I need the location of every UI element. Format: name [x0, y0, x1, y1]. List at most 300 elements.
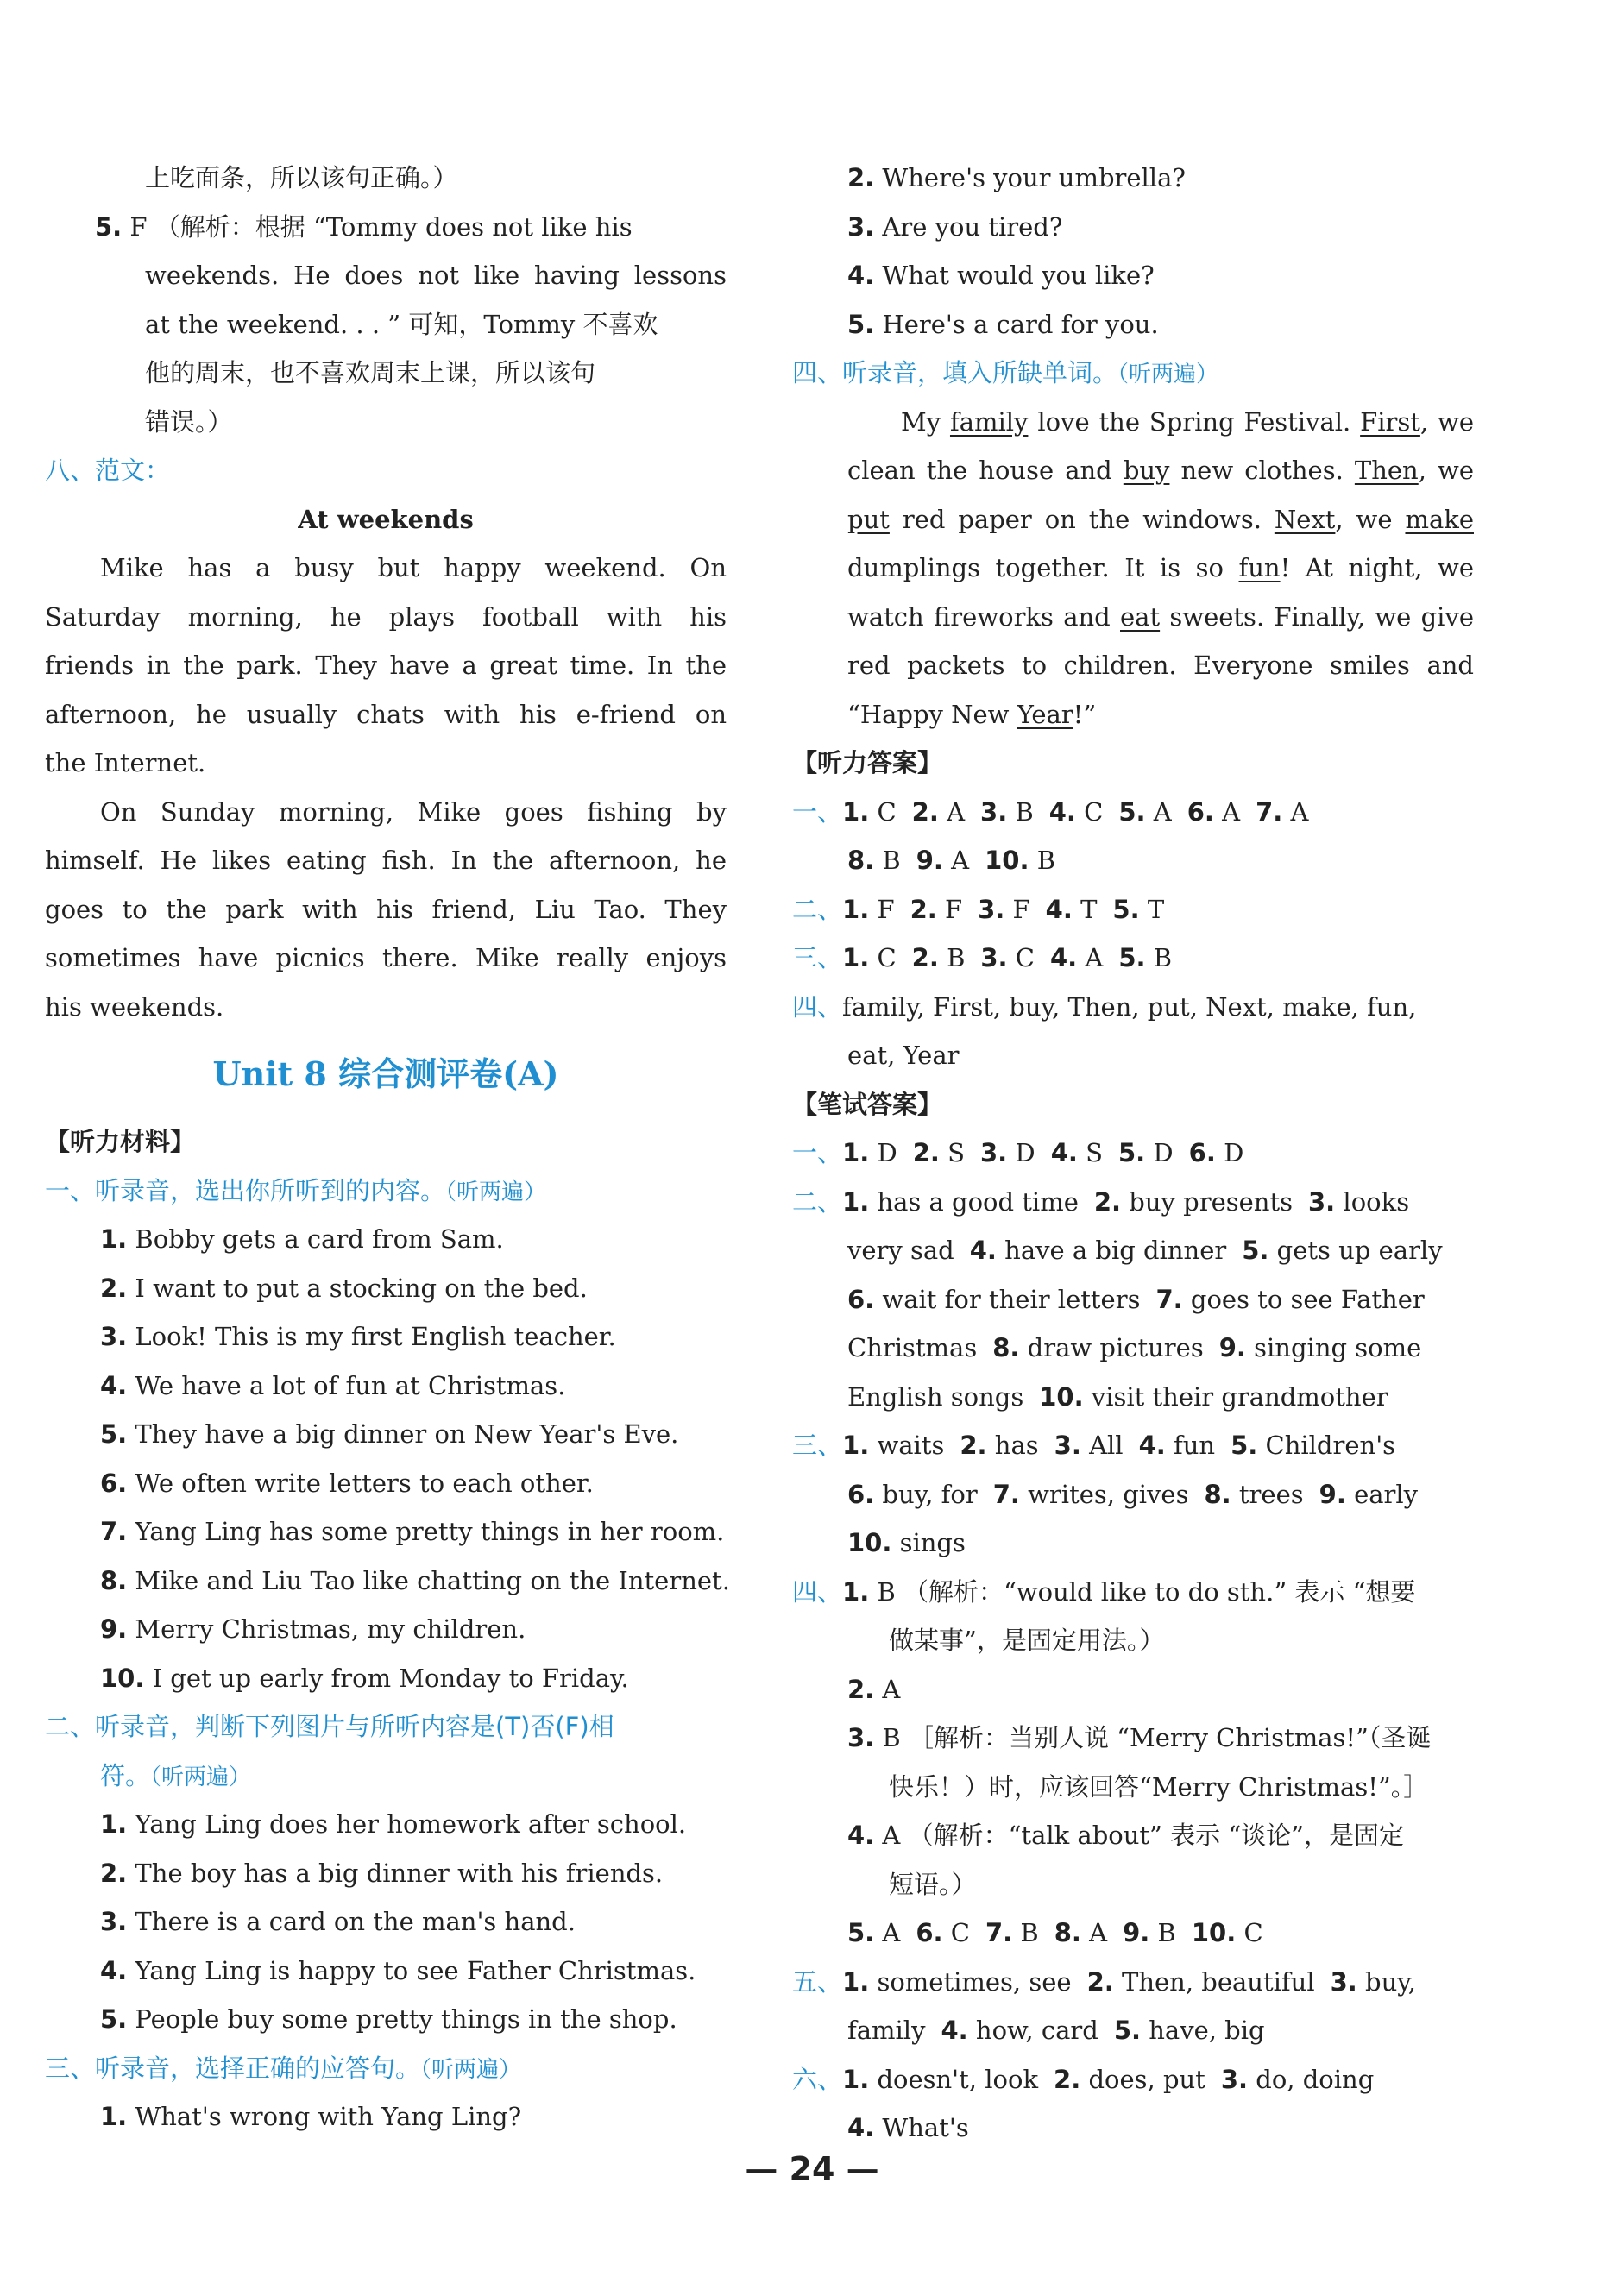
item-number: 6. [847, 1479, 875, 1509]
item-text: People buy some pretty things in the shop. [135, 2004, 677, 2034]
item-number: 3. [978, 894, 1005, 924]
item-text: Look! This is my first English teacher. [135, 1322, 616, 1351]
item-number: 1. [100, 2102, 128, 2131]
unit-title: Unit 8 综合测评卷(A) [212, 1054, 559, 1093]
answer-value: B ［解析：当别人说 “Merry Christmas!”（圣诞 [882, 1723, 1432, 1752]
answer-row: 做某事”，是固定用法。） [889, 1626, 1165, 1655]
answer-row [792, 1373, 1474, 1422]
answer-value: F [877, 894, 895, 924]
answer-value: A [1222, 796, 1241, 827]
item-number: 5. [1231, 1431, 1258, 1460]
answer-value: looks [1343, 1186, 1410, 1217]
item-number: 5. [847, 1918, 875, 1947]
answer-row [792, 1811, 1474, 1860]
blank-answer: Then [1354, 456, 1419, 485]
item-number: 9. [1123, 1918, 1150, 1947]
answer-value: A （解析：“talk about” 表示 “谈论”，是固定 [882, 1821, 1404, 1850]
answer-value: S [947, 1138, 965, 1167]
list-item [45, 2092, 727, 2142]
item-number: 10. [847, 1528, 892, 1557]
item-text: There is a card on the man's hand. [135, 1907, 576, 1936]
answer-value: have, big [1149, 2016, 1265, 2045]
answer-line: 错误。） [145, 406, 233, 437]
answer-line: at the weekend. . . ” 可知，Tommy 不喜欢 [145, 309, 658, 339]
item-text: They have a big dinner on New Year's Eve. [135, 1419, 679, 1449]
answer-value: family [847, 2016, 926, 2045]
item-number: 6. [1187, 796, 1214, 827]
essay-line: his weekends. [45, 991, 224, 1022]
answer-row [792, 2006, 1474, 2055]
passage-text: clean the house and [847, 456, 1124, 485]
section-title: 符。 [100, 1760, 151, 1790]
answer-value: B [1153, 943, 1173, 972]
item-number: 5. [95, 211, 123, 242]
answer-row [792, 1958, 1474, 2007]
answer-row [792, 1178, 1474, 1227]
written-answers-heading: 【笔试答案】 [792, 1089, 943, 1119]
answer-value: writes, gives [1028, 1479, 1189, 1509]
right-column [792, 154, 1474, 2153]
answer-line: 他的周末，也不喜欢周末上课，所以该句 [145, 358, 596, 387]
answer-value: B [882, 846, 901, 875]
list-item [45, 1459, 727, 1508]
item-number: 4. [1048, 796, 1076, 827]
answer-row [792, 1275, 1474, 1324]
item-number: 5. [1113, 2016, 1142, 2045]
answer-value: B [1157, 1918, 1176, 1947]
answer-row [792, 1226, 1474, 1275]
list-item [792, 154, 1474, 203]
passage-text: love the Spring Festival. [1028, 406, 1361, 437]
list-item [45, 1410, 727, 1459]
answer-value: A [1153, 796, 1172, 827]
item-number: 4. [1045, 894, 1073, 924]
item-number: 4. [847, 261, 875, 290]
item-number: 4. [847, 2113, 875, 2142]
passage-text: , we [1419, 406, 1475, 437]
listen-twice-note: （听两遍） [1117, 362, 1219, 387]
item-text: Are you tired? [882, 211, 1063, 242]
item-number: 4. [941, 2016, 968, 2045]
answer-value: A [1290, 796, 1309, 827]
item-number: 3. [847, 211, 875, 242]
answer-row [792, 934, 1474, 983]
item-number: 3. [1330, 1966, 1357, 1997]
blank-answer: eat [1120, 601, 1161, 632]
passage-line [792, 544, 1474, 593]
item-number: 7. [1256, 796, 1283, 827]
essay-line: the Internet. [45, 748, 206, 777]
list-item [45, 1557, 730, 1606]
item-number: 10. [100, 1663, 145, 1693]
list-item [45, 1800, 727, 1849]
answer-value: B [1036, 846, 1056, 875]
item-number: 2. [912, 1138, 940, 1167]
item-number: 2. [847, 163, 875, 192]
listening-material-heading: 【听力材料】 [45, 1127, 196, 1156]
passage-line [792, 398, 1474, 447]
item-text: Bobby gets a card from Sam. [135, 1224, 504, 1254]
passage-text: , we [1418, 456, 1474, 485]
essay-line: Saturday morning, he plays football with his [45, 601, 727, 632]
answer-value: wait for their letters [882, 1284, 1141, 1314]
answer-row [792, 1568, 1474, 1617]
essay-line: friends in the park. They have a great time. In the [45, 651, 727, 680]
answer-value: F [944, 894, 963, 924]
item-text: Mike and Liu Tao like chatting on the Internet. [135, 1565, 730, 1595]
answer-row [792, 983, 1474, 1032]
item-number: 7. [100, 1517, 128, 1546]
list-item [45, 1215, 727, 1264]
blank-answer: buy [1123, 456, 1170, 485]
answer-value: A [882, 1674, 901, 1704]
answer-value: S [1086, 1138, 1103, 1167]
section-title: 一、听录音，选出你所听到的内容。 [45, 1175, 446, 1205]
answer-value: sometimes, see [877, 1966, 1072, 1997]
blank-answer: Next [1274, 504, 1336, 534]
item-number: 3. [1308, 1186, 1336, 1217]
item-number: 1. [842, 1431, 870, 1460]
answer-value: visit their grandmother [1091, 1381, 1388, 1412]
answer-label: 三、 [792, 1431, 843, 1460]
answer-label: 一、 [792, 796, 843, 827]
answer-row [792, 788, 1474, 837]
item-text: Yang Ling is happy to see Father Christmas. [135, 1955, 696, 1985]
answer-value: A [1089, 1918, 1108, 1947]
answer-value: draw pictures [1027, 1333, 1204, 1362]
answer-value: D [1153, 1138, 1174, 1167]
answer-value: T [1147, 894, 1165, 924]
passage-text: My [901, 406, 950, 437]
item-number: 8. [100, 1565, 128, 1595]
section-heading-4 [792, 349, 1474, 398]
answer-value: does, put [1088, 2064, 1205, 2094]
item-number: 9. [100, 1614, 128, 1644]
answer-value: A [951, 846, 970, 875]
passage-text: watch fireworks and [847, 601, 1120, 632]
item-text: I want to put a stocking on the bed. [135, 1273, 588, 1303]
passage-text: , we [1335, 504, 1406, 534]
answer-value: waits [877, 1431, 945, 1460]
answer-row [792, 1421, 1474, 1470]
item-number: 7. [1155, 1284, 1183, 1314]
answer-line: 上吃面条，所以该句正确。） [145, 163, 458, 192]
answer-row [792, 1129, 1474, 1178]
answer-value: A [1085, 943, 1104, 972]
item-number: 5. [1112, 894, 1140, 924]
essay-line: afternoon, he usually chats with his e-friend on [45, 699, 727, 729]
list-item [45, 1654, 727, 1703]
item-number: 2. [1086, 1966, 1114, 1997]
answer-label: 四、 [792, 991, 843, 1022]
answer-row: 短语。） [889, 1869, 977, 1899]
item-number: 8. [847, 846, 875, 875]
answer-value: C [1243, 1918, 1263, 1947]
passage-text: sweets. Finally, we give [1160, 601, 1474, 632]
item-text: Here's a card for you. [882, 309, 1159, 339]
answer-value: goes to see Father [1190, 1284, 1425, 1314]
answer-value: C [877, 796, 897, 827]
passage-text: new clothes. [1169, 456, 1355, 485]
list-item [45, 1897, 727, 1947]
answer-value: buy presents [1129, 1186, 1293, 1217]
answer-value: buy, for [882, 1479, 978, 1509]
item-number: 3. [1220, 2064, 1249, 2094]
item-number: 8. [992, 1333, 1020, 1362]
answer-value: What's [882, 2113, 969, 2142]
answer-value: buy, [1365, 1966, 1417, 1997]
passage-line [792, 495, 1474, 544]
item-number: 8. [1054, 1918, 1081, 1947]
item-number: 10. [1039, 1381, 1084, 1412]
item-number: 1. [842, 796, 870, 827]
answer-value: C [1015, 943, 1035, 972]
answer-row [792, 2055, 1474, 2104]
answer-value: All [1089, 1431, 1124, 1460]
blank-answer: Year [1017, 699, 1073, 729]
item-number: 4. [847, 1821, 875, 1850]
item-number: 2. [911, 796, 939, 827]
answer-value: very sad [847, 1236, 954, 1265]
blank-answer: make [1405, 504, 1474, 534]
item-number: 3. [980, 1138, 1008, 1167]
answer-value: C [877, 943, 897, 972]
passage-text: dumplings together. It is so [847, 553, 1239, 582]
item-number: 5. [1242, 1236, 1269, 1265]
passage-text: ! At night, we [1280, 553, 1474, 582]
answer-value: Christmas [847, 1333, 978, 1362]
item-number: 8. [1204, 1479, 1231, 1509]
item-number: 2. [960, 1431, 987, 1460]
passage-line: red packets to children. Everyone smiles and [847, 651, 1474, 680]
listen-twice-note: （听两遍） [420, 2056, 522, 2083]
answer-value: B [1015, 796, 1034, 827]
answer-label: 三、 [792, 943, 843, 972]
list-item [45, 1605, 727, 1654]
answer-row [792, 2104, 1474, 2153]
listen-twice-note: （听两遍） [445, 1179, 547, 1205]
answer-value: C [1084, 796, 1104, 827]
item-number: 1. [842, 1186, 870, 1217]
answer-value: B [947, 943, 966, 972]
item-number: 1. [842, 1966, 870, 1997]
blank-answer: put [847, 504, 890, 534]
item-number: 4. [1138, 1431, 1166, 1460]
list-item [45, 1264, 727, 1313]
list-item [45, 1995, 727, 2044]
item-number: 10. [985, 846, 1029, 875]
essay-line: himself. He likes eating fish. In the afternoon, he [45, 846, 727, 875]
item-text: What's wrong with Yang Ling? [135, 2102, 522, 2131]
item-number: 3. [847, 1723, 875, 1752]
essay-line: goes to the park with his friend, Liu Tao. They [45, 894, 727, 924]
answer-value: A [882, 1918, 901, 1947]
item-number: 9. [916, 846, 943, 875]
answer-value: C [950, 1918, 970, 1947]
item-number: 3. [980, 943, 1008, 972]
essay-title: At weekends [298, 504, 474, 534]
answer-value: A [947, 796, 966, 827]
item-number: 5. [100, 2004, 128, 2034]
answer-value: D [1224, 1138, 1244, 1167]
item-text: The boy has a big dinner with his friends. [135, 1858, 664, 1888]
item-number: 9. [1319, 1479, 1346, 1509]
section-heading-2: 二、听录音，判断下列图片与所听内容是(T)否(F)相 [45, 1712, 614, 1741]
answer-value: Then, beautiful [1121, 1966, 1315, 1997]
answer-row [792, 1519, 1474, 1568]
item-number: 6. [1188, 1138, 1216, 1167]
item-number: 2. [847, 1674, 875, 1704]
answer-value: do, doing [1256, 2064, 1375, 2094]
answer-value: trees [1238, 1479, 1304, 1509]
essay-line: sometimes have picnics there. Mike really enjoys [45, 943, 727, 972]
list-item [45, 1362, 727, 1411]
item-number: 1. [100, 1224, 128, 1254]
item-text: What would you like? [882, 261, 1155, 290]
item-number: 6. [847, 1284, 875, 1314]
answer-row: 快乐！）时，应该回答“Merry Christmas!”。］ [889, 1771, 1429, 1802]
item-number: 4. [100, 1955, 128, 1985]
item-text: We often write letters to each other. [135, 1468, 594, 1498]
answer-label: 二、 [792, 894, 843, 924]
item-number: 2. [100, 1858, 128, 1888]
answer-item [45, 203, 727, 252]
answer-value: Children's [1265, 1431, 1396, 1460]
section-title: 三、听录音，选择正确的应答句。 [45, 2053, 421, 2083]
item-number: 4. [1050, 1138, 1078, 1167]
list-item [45, 1507, 727, 1557]
answer-label: 一、 [792, 1138, 843, 1167]
list-item [45, 1849, 727, 1898]
passage-line [792, 446, 1474, 495]
answer-row [792, 1714, 1474, 1763]
item-text: Yang Ling has some pretty things in her room. [135, 1517, 725, 1546]
answer-value: B [1020, 1918, 1039, 1947]
listening-answers-heading: 【听力答案】 [792, 748, 943, 777]
item-number: 10. [1191, 1918, 1237, 1947]
answer-row [792, 1909, 1474, 1958]
item-text: We have a lot of fun at Christmas. [135, 1370, 566, 1400]
item-number: 5. [1118, 796, 1146, 827]
answer-value: have a big dinner [1004, 1236, 1227, 1265]
item-number: 5. [847, 309, 875, 339]
blank-answer: family [949, 406, 1029, 437]
answer-value: D [1015, 1138, 1035, 1167]
item-number: 6. [100, 1468, 128, 1498]
item-number: 9. [1218, 1333, 1246, 1362]
answer-row [792, 1665, 1474, 1714]
list-item [45, 1947, 727, 1996]
answer-row: eat, Year [847, 1041, 960, 1070]
answer-value: fun [1174, 1431, 1216, 1460]
answer-label: 六、 [792, 2064, 843, 2094]
item-number: 5. [1117, 1138, 1146, 1167]
item-number: 1. [842, 1576, 870, 1607]
item-number: 3. [980, 796, 1008, 827]
item-number: 3. [1054, 1431, 1081, 1460]
answer-value: has a good time [877, 1186, 1079, 1217]
answer-value: B （解析：“would like to do sth.” 表示 “想要 [877, 1576, 1416, 1607]
section-heading-8: 八、范文： [45, 456, 171, 485]
item-number: 6. [916, 1918, 943, 1947]
essay-line: Mike has a busy but happy weekend. On [100, 553, 727, 582]
blank-answer: First [1360, 406, 1420, 437]
answer-row [792, 836, 1474, 885]
page-number: — 24 — [745, 2150, 879, 2188]
answer-text: F （解析：根据 “Tommy does not like his [129, 211, 633, 242]
passage-line [792, 593, 1474, 642]
answer-value: doesn't, look [877, 2064, 1039, 2094]
item-number: 1. [842, 943, 870, 972]
item-number: 5. [100, 1419, 128, 1449]
answer-row [792, 885, 1474, 934]
item-text: Yang Ling does her homework after school. [135, 1809, 687, 1839]
answer-row [792, 1470, 1474, 1519]
answer-value: how, card [975, 2016, 1098, 2045]
item-number: 1. [842, 2064, 870, 2094]
item-text: Merry Christmas, my children. [135, 1614, 526, 1644]
list-item [792, 251, 1474, 300]
passage-text: !” [1073, 699, 1097, 729]
answer-value: family, First, buy, Then, put, Next, make, fun, [842, 991, 1417, 1022]
answer-value: early [1354, 1479, 1419, 1509]
item-number: 2. [1093, 1186, 1122, 1217]
item-number: 4. [1050, 943, 1078, 972]
answer-value: sings [899, 1528, 966, 1557]
item-number: 3. [100, 1322, 128, 1351]
item-number: 3. [100, 1907, 128, 1936]
list-item [792, 203, 1474, 252]
essay-line: On Sunday morning, Mike goes fishing by [100, 796, 727, 827]
list-item [45, 1312, 727, 1362]
answer-value: D [877, 1138, 897, 1167]
answer-value: English songs [847, 1381, 1024, 1412]
answer-value: F [1012, 894, 1030, 924]
passage-text: “Happy New [847, 699, 1017, 729]
answer-value: has [994, 1431, 1039, 1460]
blank-answer: fun [1238, 553, 1281, 582]
section-title: 四、听录音，填入所缺单词。 [792, 358, 1118, 387]
list-item [792, 300, 1474, 349]
section-heading-1 [45, 1167, 727, 1216]
item-number: 2. [1054, 2064, 1081, 2094]
item-number: 2. [910, 894, 937, 924]
item-number: 7. [985, 1918, 1013, 1947]
answer-value: gets up early [1276, 1236, 1443, 1265]
item-number: 2. [100, 1273, 128, 1303]
item-number: 1. [100, 1809, 128, 1839]
answer-label: 二、 [792, 1186, 843, 1217]
item-number: 1. [842, 894, 870, 924]
item-number: 7. [992, 1479, 1020, 1509]
section-heading-2-cont [45, 1752, 727, 1801]
answer-label: 四、 [792, 1576, 843, 1607]
item-text: I get up early from Monday to Friday. [152, 1663, 629, 1693]
item-number: 2. [911, 943, 939, 972]
section-heading-3 [45, 2044, 727, 2093]
passage-text: red paper on the windows. [889, 504, 1275, 534]
item-number: 5. [1118, 943, 1146, 972]
answer-line: weekends. He does not like having lessons [145, 261, 727, 290]
item-number: 4. [100, 1370, 128, 1400]
item-number: 4. [969, 1236, 997, 1265]
listen-twice-note: （听两遍） [150, 1764, 252, 1790]
answer-value: T [1080, 894, 1098, 924]
answer-value: singing some [1254, 1333, 1422, 1362]
item-number: 1. [842, 1138, 870, 1167]
left-column [45, 154, 730, 2142]
item-text: Where's your umbrella? [882, 163, 1186, 192]
